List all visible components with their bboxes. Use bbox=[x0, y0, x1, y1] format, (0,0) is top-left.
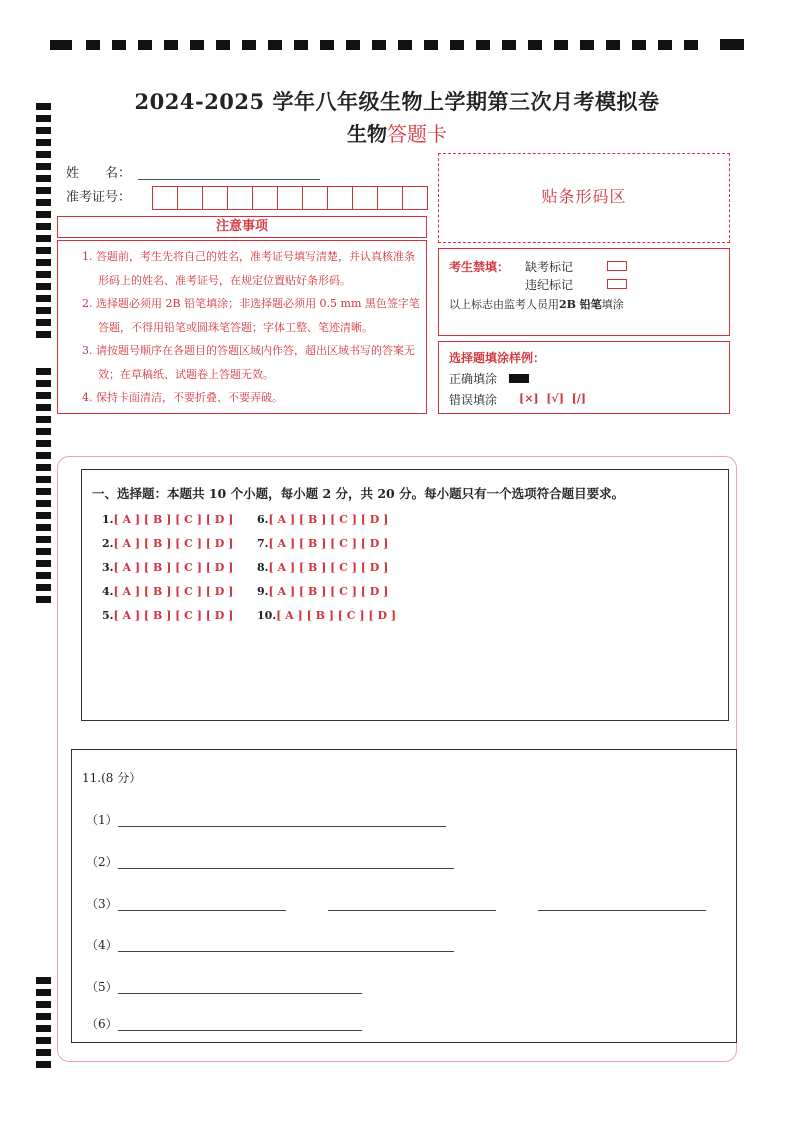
q11-answer-line[interactable] bbox=[118, 856, 454, 869]
timing-mark bbox=[632, 40, 646, 50]
question-row[interactable] bbox=[257, 561, 388, 574]
timing-mark bbox=[36, 1049, 51, 1056]
timing-mark bbox=[36, 259, 51, 266]
timing-mark bbox=[36, 1037, 51, 1044]
timing-mark bbox=[36, 512, 51, 519]
q11-part-label: （6） bbox=[86, 1017, 118, 1031]
timing-mark bbox=[36, 989, 51, 996]
wrong-fill-label: 错误填涂 bbox=[449, 393, 498, 407]
timing-mark bbox=[424, 40, 438, 50]
notice-item: 3. 请按题号顺序在各题目的答题区域内作答，超出区域书写的答案无效；在草稿纸、试题卷上答题无效。 bbox=[82, 344, 415, 381]
forbidden-title: 考生禁填： bbox=[449, 260, 510, 274]
timing-mark bbox=[112, 40, 126, 50]
question-options[interactable]: [ A ] [ B ] [ C ] [ D ] bbox=[268, 561, 389, 574]
timing-mark bbox=[36, 247, 51, 254]
answer-sheet-label: 答题卡 bbox=[387, 122, 447, 146]
id-digit-box[interactable] bbox=[378, 187, 403, 209]
q11-part-label: （2） bbox=[86, 855, 118, 869]
question-options[interactable]: [ A ] [ B ] [ C ] [ D ] bbox=[113, 513, 234, 526]
question-number: 6. bbox=[257, 513, 269, 526]
question-row[interactable] bbox=[102, 537, 233, 550]
question-number: 9. bbox=[257, 585, 269, 598]
timing-mark bbox=[36, 307, 51, 314]
question-number: 3. bbox=[102, 561, 114, 574]
timing-mark bbox=[720, 39, 744, 50]
id-digit-box[interactable] bbox=[153, 187, 178, 209]
timing-mark bbox=[36, 548, 51, 555]
q11-part-label: （4） bbox=[86, 938, 118, 952]
question-row[interactable] bbox=[257, 609, 396, 622]
question-row[interactable] bbox=[102, 513, 233, 526]
timing-mark bbox=[36, 536, 51, 543]
timing-mark bbox=[476, 40, 490, 50]
timing-mark bbox=[36, 404, 51, 411]
id-digit-box[interactable] bbox=[253, 187, 278, 209]
question-number: 5. bbox=[102, 609, 114, 622]
timing-mark bbox=[36, 524, 51, 531]
question-row[interactable] bbox=[257, 585, 388, 598]
question-number: 1. bbox=[102, 513, 114, 526]
timing-mark bbox=[190, 40, 204, 50]
forbidden-note bbox=[449, 296, 624, 312]
section-choice bbox=[81, 469, 729, 721]
timing-mark bbox=[528, 40, 542, 50]
timing-mark bbox=[36, 488, 51, 495]
page-title: 2024-2025 学年八年级生物上学期第三次月考模拟卷 bbox=[134, 89, 660, 114]
timing-mark bbox=[36, 319, 51, 326]
violation-mark-box[interactable] bbox=[607, 279, 627, 289]
timing-mark bbox=[36, 560, 51, 567]
timing-mark bbox=[268, 40, 282, 50]
q11-answer-line[interactable] bbox=[118, 1018, 362, 1031]
fill-example-title: 选择题填涂样例： bbox=[449, 351, 546, 365]
subject-label: 生物 bbox=[347, 122, 387, 146]
exam-id-boxes[interactable] bbox=[152, 186, 428, 210]
timing-mark bbox=[36, 331, 51, 338]
timing-mark bbox=[658, 40, 672, 50]
barcode-area bbox=[438, 153, 730, 243]
timing-mark bbox=[36, 151, 51, 158]
absent-mark-label: 缺考标记 bbox=[525, 260, 574, 274]
notice-item: 2. 选择题必须用 2B 铅笔填涂；非选择题必须用 0.5 mm 黑色签字笔答题，不得用铅笔或圆珠笔答题；字体工整、笔迹清晰。 bbox=[82, 297, 420, 334]
forbidden-panel bbox=[438, 248, 730, 336]
section-choice-heading: 一、选择题：本题共 10 个小题，每小题 2 分，共 20 分。每小题只有一个选项符合题目要求。 bbox=[92, 486, 625, 501]
timing-mark bbox=[606, 40, 620, 50]
timing-mark bbox=[320, 40, 334, 50]
timing-mark bbox=[36, 440, 51, 447]
notice-title: 注意事项 bbox=[57, 216, 427, 238]
forbidden-note-prefix: 以上标志由监考人员用 bbox=[449, 298, 559, 311]
page-subtitle bbox=[0, 118, 794, 147]
section-q11 bbox=[71, 749, 737, 1043]
question-number: 8. bbox=[257, 561, 269, 574]
timing-mark bbox=[36, 271, 51, 278]
question-row[interactable] bbox=[257, 537, 388, 550]
timing-mark bbox=[450, 40, 464, 50]
name-field[interactable] bbox=[138, 165, 320, 180]
timing-mark bbox=[36, 428, 51, 435]
q11-answer-line[interactable] bbox=[538, 898, 706, 911]
timing-mark bbox=[36, 295, 51, 302]
timing-mark bbox=[684, 40, 698, 50]
timing-mark bbox=[36, 416, 51, 423]
timing-mark bbox=[36, 380, 51, 387]
exam-id-label: 准考证号： bbox=[66, 190, 132, 205]
barcode-label: 贴条形码区 bbox=[541, 187, 627, 206]
q11-answer-line[interactable] bbox=[118, 898, 286, 911]
id-digit-box[interactable] bbox=[328, 187, 353, 209]
question-options[interactable]: [ A ] [ B ] [ C ] [ D ] bbox=[113, 561, 234, 574]
question-row[interactable] bbox=[102, 609, 233, 622]
fill-example-panel bbox=[438, 341, 730, 414]
q11-answer-line[interactable] bbox=[118, 939, 454, 952]
id-digit-box[interactable] bbox=[203, 187, 228, 209]
timing-mark bbox=[346, 40, 360, 50]
question-number: 4. bbox=[102, 585, 114, 598]
timing-mark bbox=[164, 40, 178, 50]
timing-mark bbox=[36, 476, 51, 483]
timing-mark bbox=[502, 40, 516, 50]
notice-box bbox=[57, 240, 427, 414]
notice-item: 1. 答题前，考生先将自己的姓名，准考证号填写清楚，并认真核准条形码上的姓名、准考证号，在规定位置贴好条形码。 bbox=[82, 250, 415, 287]
timing-mark bbox=[36, 187, 51, 194]
q11-heading: 11.(8 分） bbox=[82, 771, 142, 785]
question-options[interactable]: [ A ] [ B ] [ C ] [ D ] bbox=[113, 585, 234, 598]
q11-answer-line[interactable] bbox=[118, 981, 362, 994]
question-options[interactable]: [ A ] [ B ] [ C ] [ D ] bbox=[268, 513, 389, 526]
timing-mark bbox=[138, 40, 152, 50]
id-digit-box[interactable] bbox=[178, 187, 203, 209]
timing-mark bbox=[36, 1025, 51, 1032]
timing-mark bbox=[216, 40, 230, 50]
question-options[interactable]: [ A ] [ B ] [ C ] [ D ] bbox=[276, 609, 397, 622]
timing-mark bbox=[36, 283, 51, 290]
timing-mark bbox=[398, 40, 412, 50]
timing-mark bbox=[36, 235, 51, 242]
timing-mark bbox=[580, 40, 594, 50]
question-number: 10. bbox=[257, 609, 277, 622]
timing-mark bbox=[242, 40, 256, 50]
q11-answer-line[interactable] bbox=[118, 814, 446, 827]
question-row[interactable] bbox=[102, 561, 233, 574]
timing-mark bbox=[36, 596, 51, 603]
id-digit-box[interactable] bbox=[228, 187, 253, 209]
id-digit-box[interactable] bbox=[278, 187, 303, 209]
timing-mark bbox=[36, 211, 51, 218]
question-row[interactable] bbox=[102, 585, 233, 598]
question-number: 7. bbox=[257, 537, 269, 550]
timing-mark bbox=[86, 40, 100, 50]
question-options[interactable]: [ A ] [ B ] [ C ] [ D ] bbox=[113, 537, 234, 550]
notice-item: 4. 保持卡面清洁，不要折叠、不要弄破。 bbox=[82, 391, 283, 404]
q11-part-label: （3） bbox=[86, 897, 118, 911]
question-options[interactable]: [ A ] [ B ] [ C ] [ D ] bbox=[268, 537, 389, 550]
question-row[interactable] bbox=[257, 513, 388, 526]
timing-mark bbox=[36, 223, 51, 230]
timing-mark bbox=[36, 500, 51, 507]
timing-mark bbox=[36, 1013, 51, 1020]
q11-answer-line[interactable] bbox=[328, 898, 496, 911]
name-label: 姓 名： bbox=[66, 166, 132, 181]
question-number: 2. bbox=[102, 537, 114, 550]
forbidden-note-suffix: 填涂 bbox=[601, 298, 624, 311]
forbidden-note-bold: 2B 铅笔 bbox=[559, 298, 602, 311]
timing-mark bbox=[36, 977, 51, 984]
timing-mark bbox=[36, 464, 51, 471]
question-options[interactable]: [ A ] [ B ] [ C ] [ D ] bbox=[113, 609, 234, 622]
timing-mark bbox=[36, 452, 51, 459]
correct-fill-label: 正确填涂 bbox=[449, 372, 498, 386]
timing-mark bbox=[372, 40, 386, 50]
timing-mark bbox=[294, 40, 308, 50]
q11-part-label: （1） bbox=[86, 813, 118, 827]
timing-mark bbox=[554, 40, 568, 50]
q11-part-label: （5） bbox=[86, 980, 118, 994]
correct-fill-sample bbox=[509, 374, 529, 383]
timing-mark bbox=[36, 1061, 51, 1068]
timing-mark bbox=[36, 1001, 51, 1008]
timing-mark bbox=[36, 175, 51, 182]
wrong-fill-samples: [×] [√] [/] bbox=[519, 392, 587, 405]
absent-mark-box[interactable] bbox=[607, 261, 627, 271]
timing-mark bbox=[36, 584, 51, 591]
timing-mark bbox=[36, 163, 51, 170]
timing-mark bbox=[36, 199, 51, 206]
timing-mark bbox=[36, 572, 51, 579]
violation-mark-label: 违纪标记 bbox=[525, 278, 574, 292]
timing-mark bbox=[50, 40, 72, 50]
id-digit-box[interactable] bbox=[303, 187, 328, 209]
timing-mark bbox=[36, 368, 51, 375]
question-options[interactable]: [ A ] [ B ] [ C ] [ D ] bbox=[268, 585, 389, 598]
id-digit-box[interactable] bbox=[353, 187, 378, 209]
timing-mark bbox=[36, 392, 51, 399]
id-digit-box[interactable] bbox=[403, 187, 427, 209]
